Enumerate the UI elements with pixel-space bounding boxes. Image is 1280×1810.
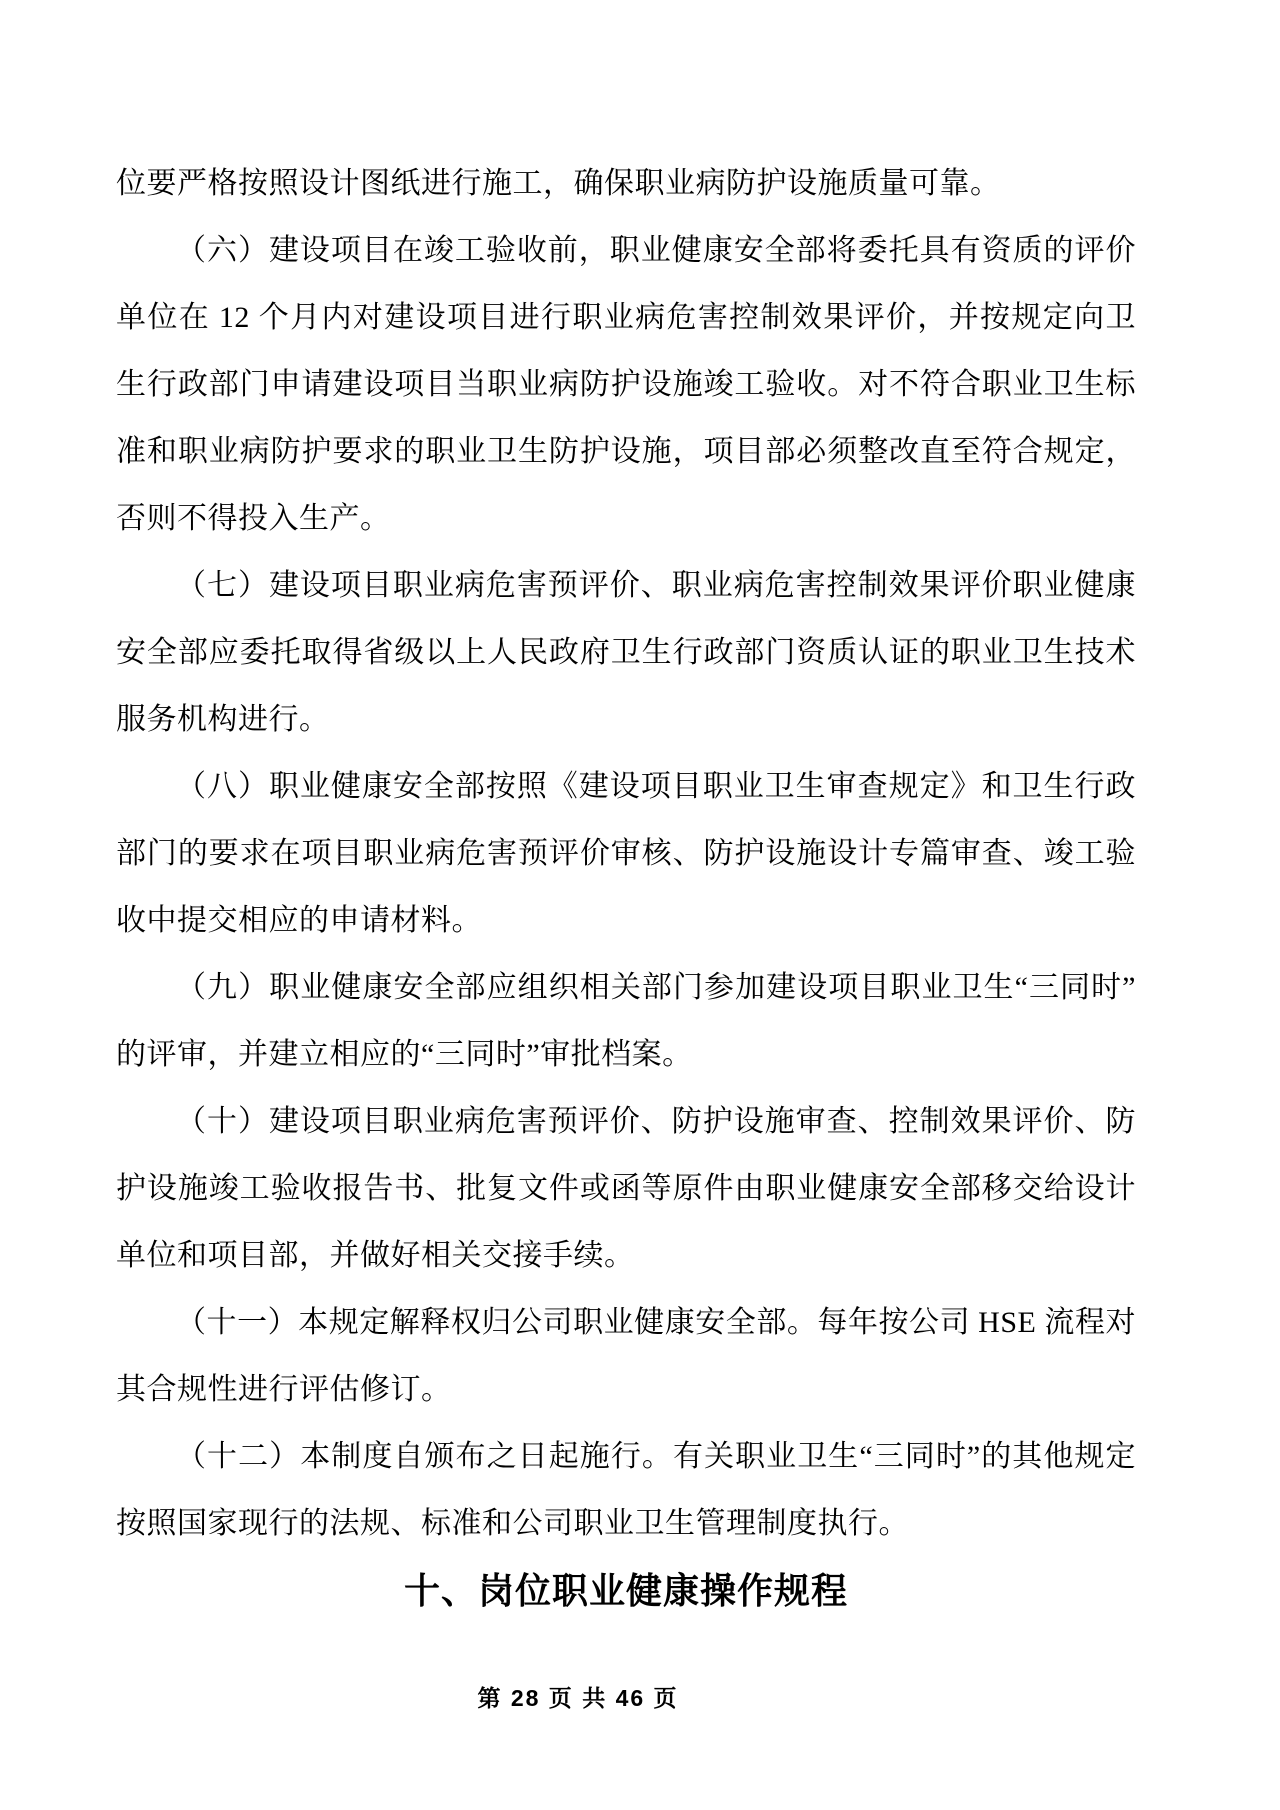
body-paragraph-item-8: （八）职业健康安全部按照《建设项目职业卫生审查规定》和卫生行政部门的要求在项目职业病危害预评价审核、防护设施设计专篇审查、竣工验收中提交相应的申请材料。 [116, 770, 1136, 937]
body-paragraph-item-10: （十）建设项目职业病危害预评价、防护设施审查、控制效果评价、防护设施竣工验收报告书、批复文件或函等原件由职业健康安全部移交给设计单位和项目部，并做好相关交接手续。 [116, 1105, 1136, 1272]
body-paragraph-item-12: （十二）本制度自颁布之日起施行。有关职业卫生“三同时”的其他规定按照国家现行的法规、标准和公司职业卫生管理制度执行。 [116, 1440, 1136, 1540]
document-body [116, 150, 1136, 1624]
body-paragraph-item-6: （六）建设项目在竣工验收前，职业健康安全部将委托具有资质的评价单位在 12 个月内对建设项目进行职业病危害控制效果评价，并按规定向卫生行政部门申请建设项目当职业病防护设施竣工验收。对不符合职业卫生标准和职业病防护要求的职业卫生防护设施，项目部必须整改直至符合规定，否则不得投入生产。 [116, 234, 1136, 535]
page-footer: 第 28 页 共 46 页 [477, 1685, 679, 1711]
body-paragraph-item-9: （九）职业健康安全部应组织相关部门参加建设项目职业卫生“三同时”的评审，并建立相应的“三同时”审批档案。 [116, 971, 1136, 1071]
body-paragraph-item-11: （十一）本规定解释权归公司职业健康安全部。每年按公司 HSE 流程对其合规性进行评估修订。 [116, 1306, 1136, 1406]
section-heading: 十、岗位职业健康操作规程 [403, 1570, 848, 1611]
body-paragraph-item-7: （七）建设项目职业病危害预评价、职业病危害控制效果评价职业健康安全部应委托取得省级以上人民政府卫生行政部门资质认证的职业卫生技术服务机构进行。 [116, 569, 1136, 736]
body-paragraph-continuation: 位要严格按照设计图纸进行施工，确保职业病防护设施质量可靠。 [116, 167, 1001, 200]
